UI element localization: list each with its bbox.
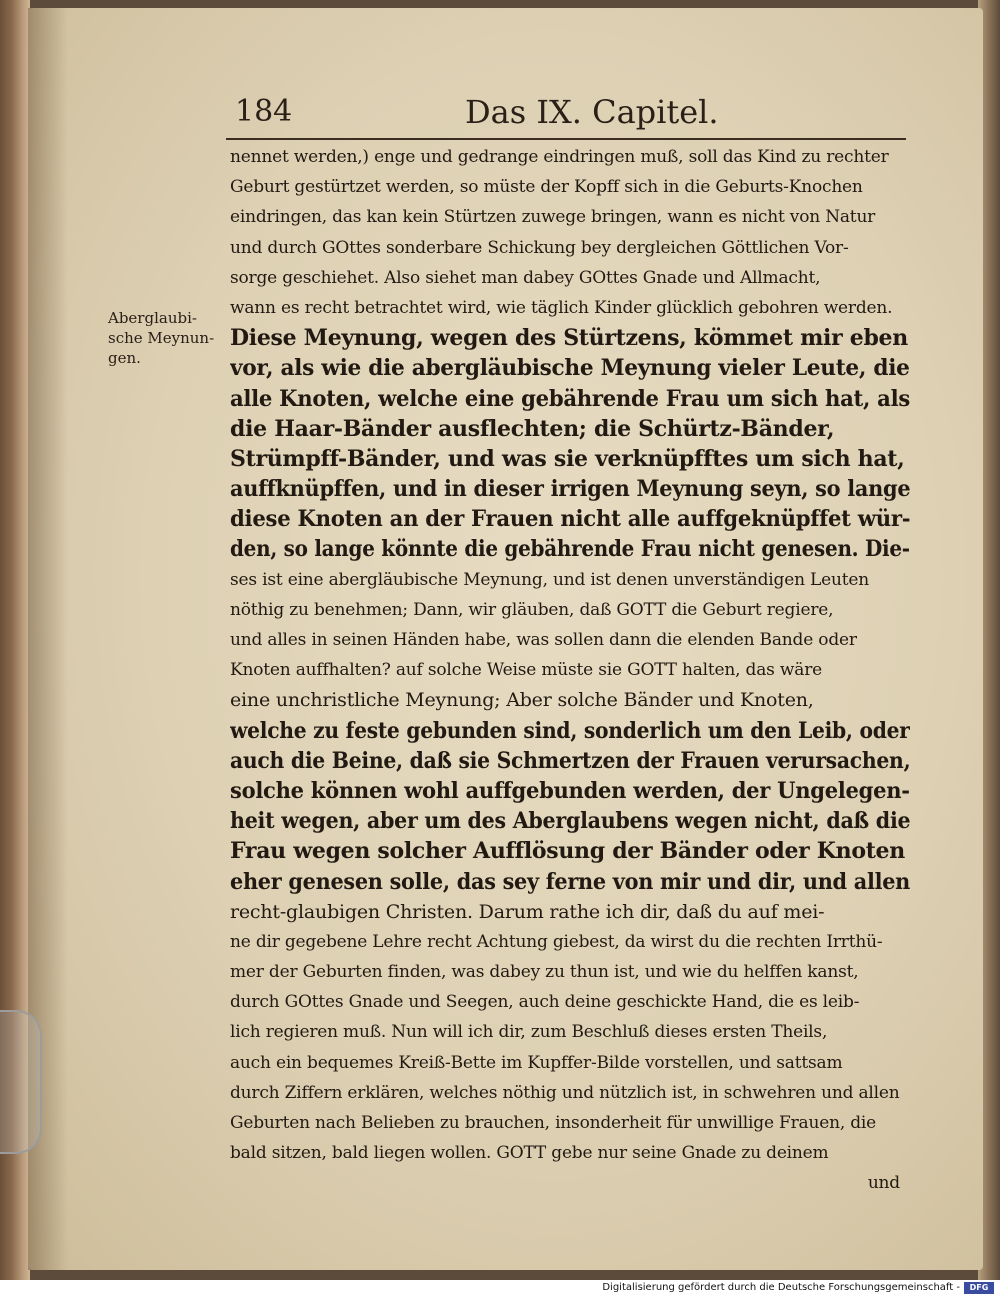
text-line: Strümpff-Bänder, und was sie verknüpfftes um sich hat, xyxy=(230,445,905,472)
text-line: sorge geschiehet. Also siehet man dabey GOttes Gnade und Allmacht, xyxy=(230,267,821,288)
text-line: auch die Beine, daß sie Schmertzen der Frauen verursachen, xyxy=(230,747,910,774)
running-head: Das IX. Capitel. xyxy=(465,93,719,131)
margin-note: Aberglaubi- sche Meynun- gen. xyxy=(108,309,215,367)
page-header xyxy=(235,92,905,136)
text-line: durch GOttes Gnade und Seegen, auch deine geschickte Hand, die es leib- xyxy=(230,992,860,1013)
text-line: und alles in seinen Händen habe, was sollen dann die elenden Bande oder xyxy=(230,630,857,650)
text-line: Frau wegen solcher Aufflösung der Bänder oder Knoten xyxy=(230,838,905,865)
text-line: durch Ziffern erklären, welches nöthig und nützlich ist, in schwehren und allen xyxy=(230,1082,900,1103)
text-line: nennet werden,) enge und gedrange eindringen muß, soll das Kind zu rechter xyxy=(230,147,889,167)
text-line: ses ist eine abergläubische Meynung, und ist denen unverständigen Leuten xyxy=(230,569,869,590)
text-line: solche können wohl auffgebunden werden, der Ungelegen- xyxy=(230,777,910,804)
header-rule xyxy=(226,138,906,140)
text-line: bald sitzen, bald liegen wollen. GOTT gebe nur seine Gnade zu deinem xyxy=(230,1143,829,1164)
text-line: alle Knoten, welche eine gebährende Frau um sich hat, als xyxy=(230,385,910,412)
catchword: und xyxy=(867,1173,900,1194)
text-line: wann es recht betrachtet wird, wie täglich Kinder glücklich gebohren werden. xyxy=(230,297,893,318)
dfg-logo: DFG xyxy=(964,1282,994,1294)
text-line: nöthig zu benehmen; Dann, wir gläuben, daß GOTT die Geburt regiere, xyxy=(230,599,834,620)
page-number: 184 xyxy=(235,94,293,129)
text-line: die Haar-Bänder ausflechten; die Schürtz-Bänder, xyxy=(230,415,835,442)
text-line: recht-glaubigen Christen. Darum rathe ich dir, daß du auf mei- xyxy=(230,900,825,923)
page-clip xyxy=(0,1010,42,1154)
text-line: vor, als wie die abergläubische Meynung vieler Leute, die xyxy=(230,355,910,382)
text-line: auch ein bequemes Kreiß-Bette im Kupffer-Bilde vorstellen, und sattsam xyxy=(230,1052,843,1073)
text-line: auffknüpffen, und in dieser irrigen Meynung seyn, so lange xyxy=(230,476,910,503)
text-line: welche zu feste gebunden sind, sonderlich um den Leib, oder xyxy=(230,717,910,744)
text-line: den, so lange könnte die gebährende Frau nicht genesen. Die- xyxy=(230,536,910,563)
text-line: diese Knoten an der Frauen nicht alle auffgeknüpffet wür- xyxy=(230,506,910,533)
text-line: Geburten nach Belieben zu brauchen, insonderheit für unwillige Frauen, die xyxy=(230,1113,877,1133)
text-line: Geburt gestürtzet werden, so müste der Kopff sich in die Geburts-Knochen xyxy=(230,177,863,198)
text-line: ne dir gegebene Lehre recht Achtung giebest, da wirst du die rechten Irrthü- xyxy=(230,931,883,952)
text-line: lich regieren muß. Nun will ich dir, zum Beschluß dieses ersten Theils, xyxy=(230,1022,828,1043)
text-line: und durch GOttes sonderbare Schickung bey dergleichen Göttlichen Vor- xyxy=(230,237,849,258)
footer-bar xyxy=(0,1280,1000,1297)
body-text xyxy=(230,142,910,1199)
text-line: eindringen, das kan kein Stürtzen zuwege bringen, wann es nicht von Natur xyxy=(230,207,876,228)
funding-credit: Digitalisierung gefördert durch die Deutsche Forschungsgemeinschaft - xyxy=(602,1282,960,1293)
text-line: Diese Meynung, wegen des Stürtzens, kömmet mir eben xyxy=(230,325,908,352)
text-line: mer der Geburten finden, was dabey zu thun ist, und wie du helffen kanst, xyxy=(230,962,859,983)
text-line: eine unchristliche Meynung; Aber solche Bänder und Knoten, xyxy=(230,689,814,712)
text-line: heit wegen, aber um des Aberglaubens wegen nicht, daß die xyxy=(230,808,910,835)
text-line: eher genesen solle, das sey ferne von mir und dir, und allen xyxy=(230,868,910,895)
text-line: Knoten auffhalten? auf solche Weise müste sie GOTT halten, das wäre xyxy=(230,660,822,681)
